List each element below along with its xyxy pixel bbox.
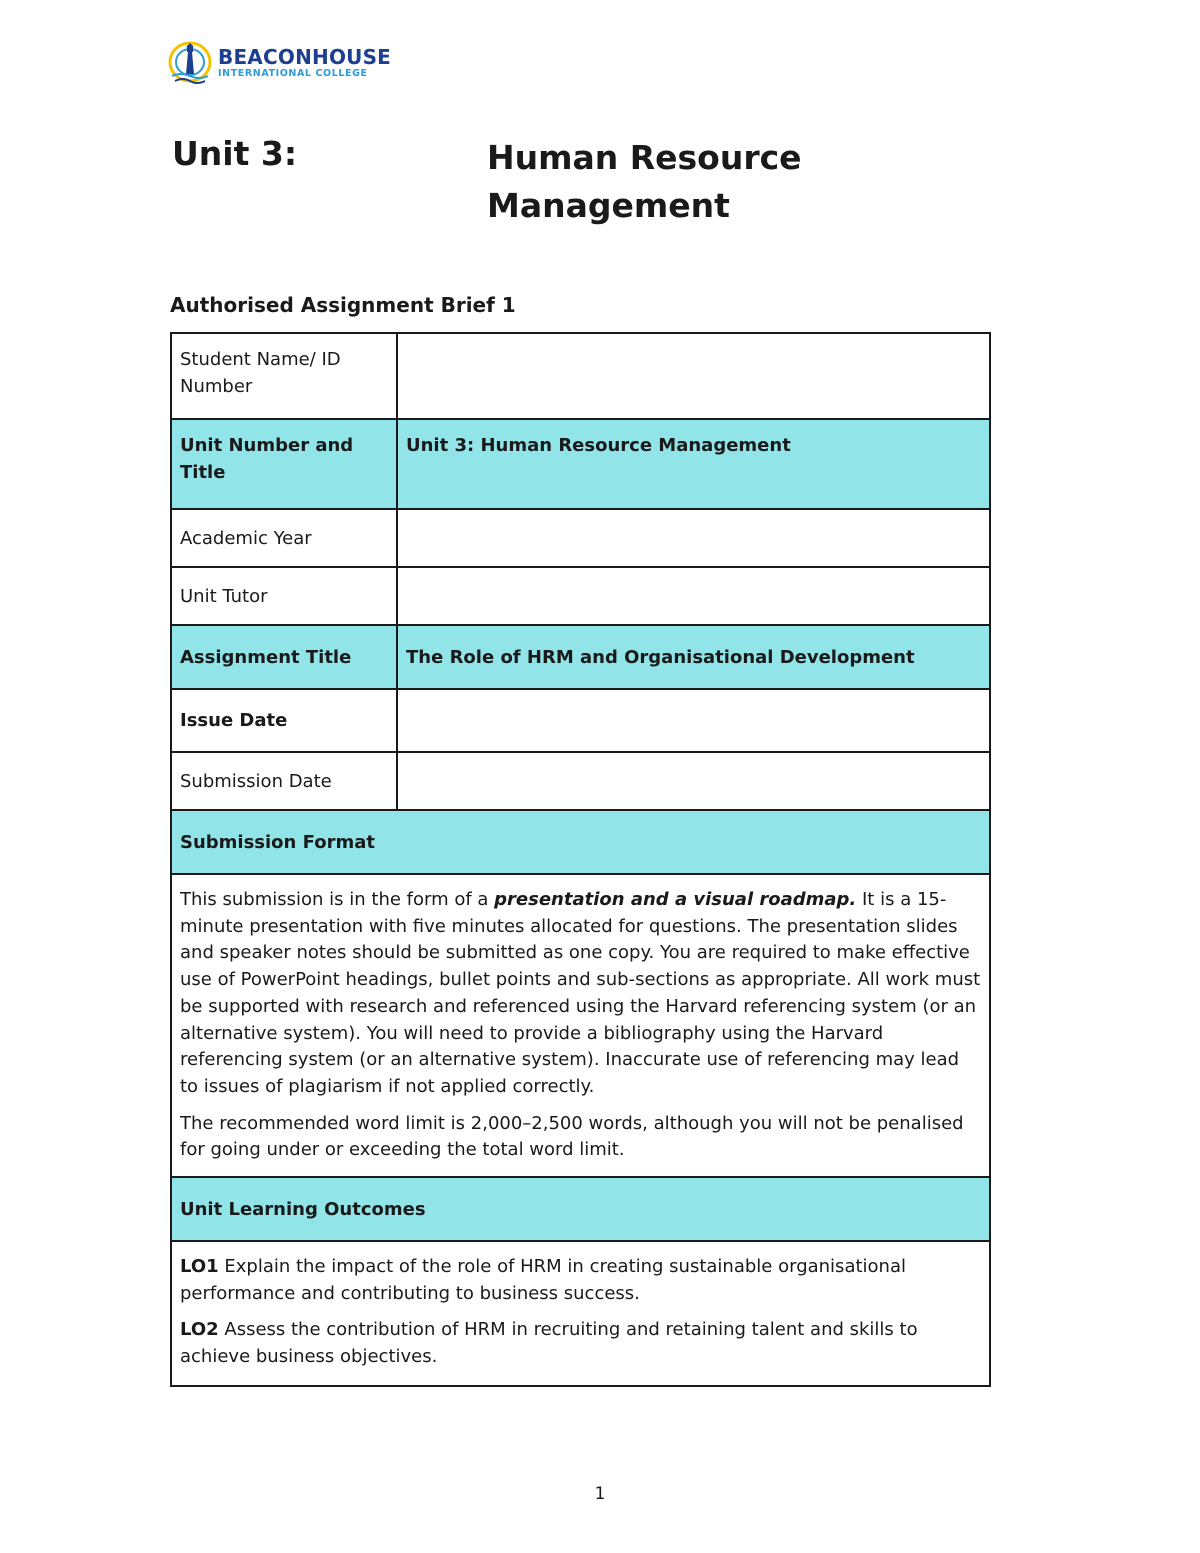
table-row-submission-format-body — [171, 874, 990, 1177]
lo1-text: Explain the impact of the role of HRM in creating sustainable organisational performance and contributing to business success. — [180, 1256, 906, 1304]
assignment-title-label: Assignment Title — [171, 625, 397, 689]
table-row-academic-year — [171, 509, 990, 567]
unit-title: Human Resource Management — [487, 138, 802, 225]
lighthouse-logo-icon — [166, 40, 214, 86]
lo2-code: LO2 — [180, 1319, 219, 1341]
unit-number-value: Unit 3: Human Resource Management — [397, 419, 990, 509]
submission-date-value — [397, 752, 990, 810]
logo-name: BEACONHOUSE — [218, 45, 392, 70]
lo1-item — [180, 1254, 981, 1307]
logo-subtitle: INTERNATIONAL COLLEGE — [218, 68, 368, 80]
learning-outcomes-heading: Unit Learning Outcomes — [171, 1177, 990, 1241]
brief-title: Authorised Assignment Brief 1 — [170, 293, 516, 317]
submission-date-label: Submission Date — [171, 752, 397, 810]
table-row-issue-date — [171, 689, 990, 752]
table-row-assignment-title — [171, 625, 990, 689]
logo — [166, 40, 391, 86]
unit-tutor-label: Unit Tutor — [171, 567, 397, 625]
academic-year-label: Academic Year — [171, 509, 397, 567]
submission-format-p1-rest: It is a 15-minute presentation with five minutes allocated for questions. The presentation slides and speaker notes should be submitted as one copy. You are required to make effective use of PowerPoint headings, bullet points and sub-sections as appropriate. All work must be supported with research and referenced using the Harvard referencing system (or an alternative system). You will need to provide a bibliography using the Harvard referencing system (or an alternative system). Inaccurate use of referencing may lead to issues of plagiarism if not applied correctly. — [180, 889, 981, 1097]
table-row-learning-outcomes-heading — [171, 1177, 990, 1241]
issue-date-value — [397, 689, 990, 752]
submission-format-p1-start: This submission is in the form of a — [180, 889, 495, 910]
academic-year-value — [397, 509, 990, 567]
table-row-unit-tutor — [171, 567, 990, 625]
submission-format-emphasis: presentation and a visual roadmap. — [494, 889, 857, 910]
unit-label: Unit 3: — [172, 134, 298, 173]
assignment-title-value: The Role of HRM and Organisational Development — [397, 625, 990, 689]
lo1-code: LO1 — [180, 1256, 219, 1278]
table-row-unit-number — [171, 419, 990, 509]
assignment-brief-table — [170, 332, 991, 1387]
lo2-item — [180, 1317, 981, 1370]
table-row-submission-date — [171, 752, 990, 810]
student-name-value — [397, 333, 990, 419]
student-name-label: Student Name/ ID Number — [171, 333, 397, 419]
unit-number-label: Unit Number and Title — [171, 419, 397, 509]
submission-format-paragraph-2: The recommended word limit is 2,000–2,500 words, although you will not be penalised for going under or exceeding the total word limit. — [180, 1112, 964, 1161]
table-row-learning-outcomes-body — [171, 1241, 990, 1386]
unit-tutor-value — [397, 567, 990, 625]
submission-format-paragraph-1 — [180, 887, 981, 1101]
table-row-submission-format-heading — [171, 810, 990, 874]
table-row-student-name — [171, 333, 990, 419]
submission-format-heading: Submission Format — [171, 810, 990, 874]
learning-outcomes-body — [171, 1241, 990, 1386]
issue-date-label: Issue Date — [171, 689, 397, 752]
page-number: 1 — [594, 1484, 606, 1504]
lo2-text: Assess the contribution of HRM in recruiting and retaining talent and skills to achieve business objectives. — [180, 1319, 918, 1368]
submission-format-body — [171, 874, 990, 1177]
